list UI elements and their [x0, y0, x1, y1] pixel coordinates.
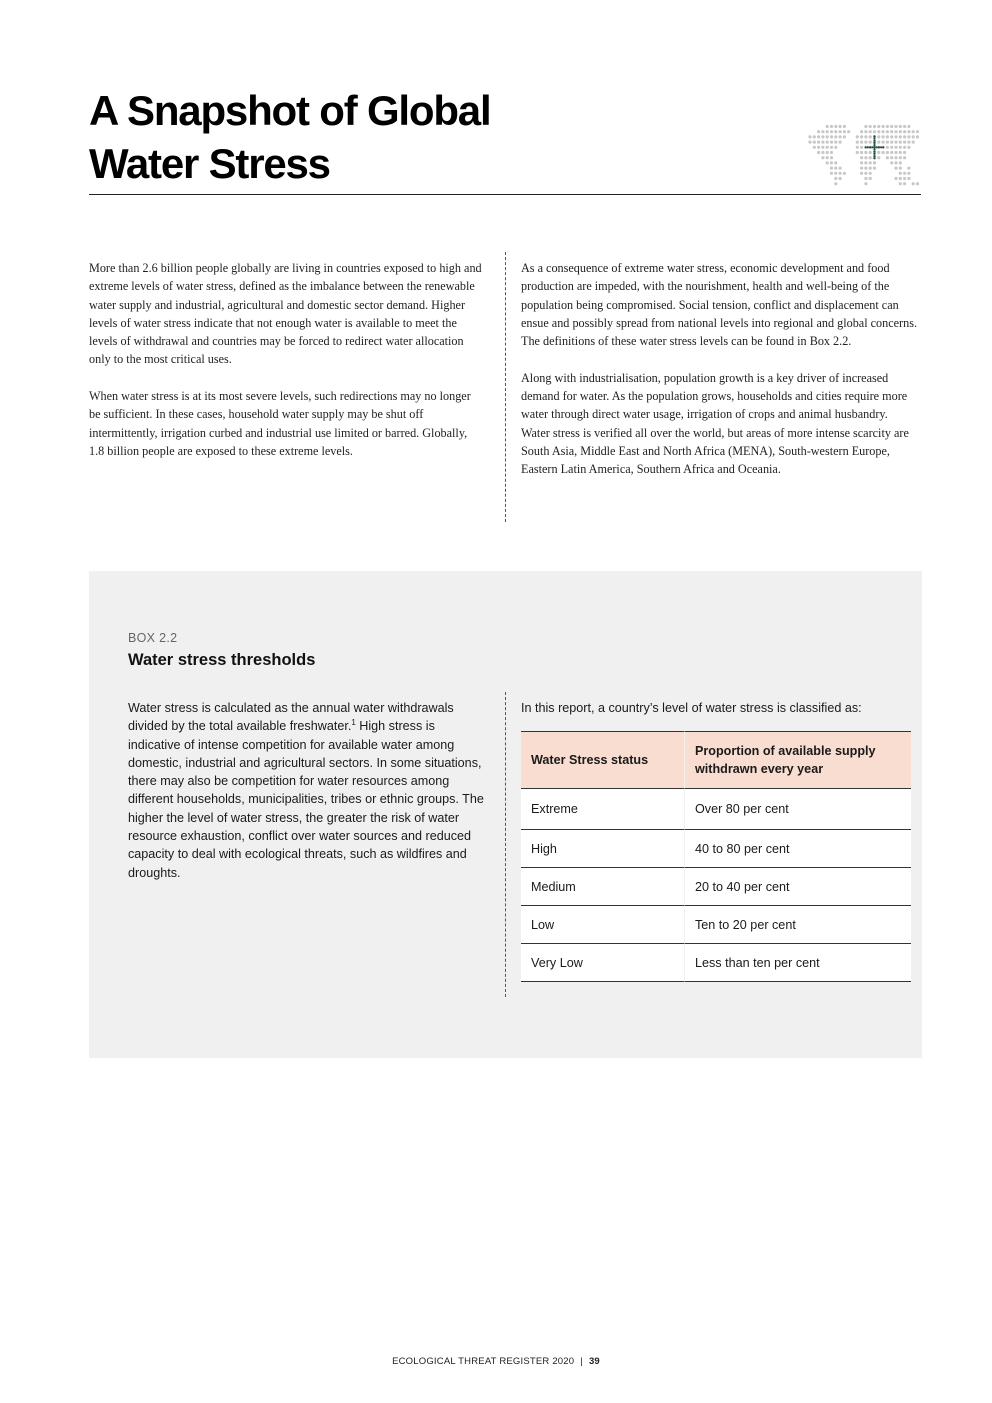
status-cell: High [521, 830, 685, 868]
intro-column-left [89, 259, 485, 479]
map-dot [817, 146, 820, 149]
map-marker-dot [873, 140, 875, 142]
map-dot [877, 135, 880, 138]
map-marker-dot [873, 146, 875, 148]
map-dot [869, 177, 872, 180]
map-dot [899, 182, 902, 185]
map-dot [907, 135, 910, 138]
map-dot [813, 141, 816, 144]
map-dot [864, 151, 867, 154]
map-dot [907, 141, 910, 144]
map-dot [839, 172, 842, 175]
page-title-line-1: A Snapshot of Global [89, 87, 491, 134]
footer-label: ECOLOGICAL THREAT REGISTER 2020 [392, 1356, 575, 1367]
map-dot [899, 125, 902, 128]
map-dot [899, 167, 902, 170]
map-dot [869, 141, 872, 144]
map-dot [882, 125, 885, 128]
map-dot [890, 151, 893, 154]
map-dot [817, 151, 820, 154]
map-dot [834, 177, 837, 180]
map-dot [834, 141, 837, 144]
proportion-cell: 40 to 80 per cent [685, 830, 911, 868]
map-dot [830, 125, 833, 128]
box-description [128, 699, 488, 882]
map-dot [834, 130, 837, 133]
map-dot [864, 182, 867, 185]
map-dot [894, 151, 897, 154]
map-dot [869, 172, 872, 175]
map-dot [907, 146, 910, 149]
page-number: 39 [588, 1356, 600, 1367]
map-dot [839, 130, 842, 133]
map-dot [826, 125, 829, 128]
map-marker-dot [873, 151, 875, 153]
map-dot [864, 125, 867, 128]
map-dot [894, 125, 897, 128]
map-dot [912, 182, 915, 185]
map-dot [903, 182, 906, 185]
map-dot [869, 125, 872, 128]
map-dot [899, 161, 902, 164]
map-dot [899, 130, 902, 133]
map-marker-dot [873, 148, 875, 150]
map-dot [873, 125, 876, 128]
map-dot [864, 135, 867, 138]
map-dot [817, 135, 820, 138]
map-dot [894, 161, 897, 164]
map-dot [834, 167, 837, 170]
map-marker-dot [873, 157, 875, 159]
map-dot [903, 135, 906, 138]
box-description-text: Water stress is calculated as the annual water withdrawals divided by the total available freshwater. [128, 701, 454, 734]
map-dot [834, 125, 837, 128]
map-dot [856, 141, 859, 144]
map-dot [912, 130, 915, 133]
map-marker-dot [873, 142, 875, 144]
table-row [521, 868, 911, 906]
map-dot [843, 172, 846, 175]
map-dot [916, 130, 919, 133]
map-dot [890, 146, 893, 149]
map-dot [821, 141, 824, 144]
map-dot [903, 125, 906, 128]
intro-column-right [521, 259, 917, 497]
map-dot [821, 130, 824, 133]
map-dot [821, 156, 824, 159]
map-dot [860, 167, 863, 170]
map-dot [856, 146, 859, 149]
map-dot [882, 141, 885, 144]
map-marker-dot [878, 146, 880, 148]
map-dot [834, 172, 837, 175]
map-dot [894, 156, 897, 159]
map-dot [869, 135, 872, 138]
map-dot [899, 146, 902, 149]
map-dot [834, 135, 837, 138]
map-dot [839, 125, 842, 128]
map-dot [860, 146, 863, 149]
map-dot [873, 161, 876, 164]
map-dot [886, 156, 889, 159]
map-dot [830, 156, 833, 159]
map-dot [877, 141, 880, 144]
box-label: BOX 2.2 [128, 631, 178, 645]
map-marker-dot [865, 146, 867, 148]
map-marker-dot [873, 153, 875, 155]
map-dot [843, 125, 846, 128]
map-dot [882, 151, 885, 154]
map-dot [899, 141, 902, 144]
map-dot [882, 130, 885, 133]
title-underline [89, 194, 921, 195]
map-dot [912, 135, 915, 138]
page-title [89, 84, 729, 190]
map-dot [860, 151, 863, 154]
map-dot [826, 135, 829, 138]
map-marker-dot [873, 137, 875, 139]
intro-paragraph: More than 2.6 billion people globally are living in countries exposed to high and extreme levels of water stress, defined as the imbalance between the renewable water supply and industrial, agricultural and domestic sector demand. Higher levels of water stress indicate that not enough water is available to meet the levels of withdrawal and countries may be forced to redirect water allocation only to the most critical uses. [89, 261, 482, 367]
box-column-divider [505, 692, 506, 997]
map-dot [916, 182, 919, 185]
map-dot [903, 172, 906, 175]
map-dot [894, 167, 897, 170]
map-dot [869, 130, 872, 133]
map-marker-dot [880, 146, 882, 148]
map-dot [907, 130, 910, 133]
map-marker-dot [873, 144, 875, 146]
map-dot [864, 161, 867, 164]
map-dot [826, 151, 829, 154]
proportion-cell: 20 to 40 per cent [685, 868, 911, 906]
status-cell: Extreme [521, 789, 685, 830]
map-dot [826, 141, 829, 144]
map-dot [830, 151, 833, 154]
map-dot [869, 156, 872, 159]
map-dot [890, 125, 893, 128]
status-cell: Very Low [521, 944, 685, 982]
map-dot [843, 135, 846, 138]
map-dot [821, 135, 824, 138]
map-dot [899, 151, 902, 154]
column-header-proportion: Proportion of available supply withdrawn every year [685, 731, 911, 789]
box-description-text: High stress is indicative of intense competition for available water among domestic, industrial and agricultural sectors. In some situations, there may also be competition for water resources among different households, municipalities, tribes or ethnic groups. The higher the level of water stress, the greater the risk of water resource exhaustion, conflict over water sources and reduced capacity to deal with ecological threats, such as wildfires and droughts. [128, 719, 484, 880]
map-dot [894, 177, 897, 180]
table-intro: In this report, a country’s level of water stress is classified as: [521, 701, 862, 715]
map-marker-dot [869, 146, 871, 148]
map-dot [830, 161, 833, 164]
map-dot [903, 130, 906, 133]
proportion-cell: Less than ten per cent [685, 944, 911, 982]
box-title: Water stress thresholds [128, 651, 316, 669]
map-dot [813, 146, 816, 149]
map-dot [821, 151, 824, 154]
proportion-cell: Over 80 per cent [685, 789, 911, 830]
map-dot [864, 167, 867, 170]
map-dot [899, 156, 902, 159]
map-marker-dot [876, 146, 878, 148]
map-dot [899, 177, 902, 180]
map-dot [860, 156, 863, 159]
map-dot [894, 130, 897, 133]
map-dot [899, 172, 902, 175]
map-dot [839, 141, 842, 144]
map-dot [886, 135, 889, 138]
map-dot [808, 141, 811, 144]
map-dot [864, 172, 867, 175]
map-dot [886, 125, 889, 128]
map-dot [890, 156, 893, 159]
table-row [521, 830, 911, 868]
map-dot [847, 130, 850, 133]
map-marker-dot [871, 146, 873, 148]
map-dot [890, 141, 893, 144]
map-dot [903, 177, 906, 180]
map-dot [839, 177, 842, 180]
map-dot [839, 167, 842, 170]
map-dot [886, 151, 889, 154]
page-title-line-2: Water Stress [89, 140, 330, 187]
map-dot [843, 130, 846, 133]
map-dot [864, 130, 867, 133]
map-dot [860, 130, 863, 133]
map-dot [903, 156, 906, 159]
map-dot [808, 135, 811, 138]
water-stress-table [521, 731, 911, 982]
map-dot [834, 161, 837, 164]
map-dot [817, 141, 820, 144]
map-dot [826, 156, 829, 159]
map-dot [830, 130, 833, 133]
map-dot [830, 135, 833, 138]
map-dot [826, 146, 829, 149]
map-dot [907, 172, 910, 175]
map-dot [877, 156, 880, 159]
map-dot [869, 151, 872, 154]
map-dot [907, 177, 910, 180]
map-dot [873, 130, 876, 133]
map-dot [869, 167, 872, 170]
intro-paragraph: As a consequence of extreme water stress, economic development and food production are impeded, with the nourishment, health and well-being of the population being compromised. Social tension, conflict and displacement can ensue and possibly spread from national levels into regional and global concerns. The definitions of these water stress levels can be found in Box 2.2. [521, 261, 917, 349]
map-dot [877, 151, 880, 154]
map-dot [830, 167, 833, 170]
map-dot [912, 141, 915, 144]
map-dot [890, 130, 893, 133]
status-cell: Low [521, 906, 685, 944]
world-map-icon [808, 124, 922, 190]
proportion-cell: Ten to 20 per cent [685, 906, 911, 944]
map-dot [886, 141, 889, 144]
map-dot [813, 135, 816, 138]
map-dot [864, 141, 867, 144]
map-dot [830, 146, 833, 149]
map-dot [894, 141, 897, 144]
map-dot [903, 146, 906, 149]
map-dot [830, 172, 833, 175]
map-dot [864, 177, 867, 180]
map-dot [903, 141, 906, 144]
status-cell: Medium [521, 868, 685, 906]
map-dot [860, 172, 863, 175]
map-dot [817, 130, 820, 133]
map-dot [882, 135, 885, 138]
column-header-status: Water Stress status [521, 731, 685, 789]
map-dot [916, 135, 919, 138]
map-dot [830, 141, 833, 144]
map-dot [826, 130, 829, 133]
map-dot [877, 125, 880, 128]
map-dot [821, 146, 824, 149]
map-marker-dot [873, 155, 875, 157]
map-dot [826, 161, 829, 164]
map-dot [856, 151, 859, 154]
map-dot [834, 146, 837, 149]
map-dot [894, 146, 897, 149]
map-marker-dot [867, 146, 869, 148]
map-dot [907, 167, 910, 170]
map-dot [873, 167, 876, 170]
map-marker-dot [873, 135, 875, 137]
table-row [521, 789, 911, 830]
map-dot [839, 135, 842, 138]
map-dot [894, 135, 897, 138]
map-dot [856, 135, 859, 138]
page-footer [0, 1356, 992, 1367]
column-divider [505, 252, 506, 522]
map-dot [869, 161, 872, 164]
map-dot [890, 161, 893, 164]
intro-paragraph: Along with industrialisation, population growth is a key driver of increased demand for water. As the population grows, households and cities require more water through direct water usage, irrigation of crops and animal husbandry. Water stress is verified all over the world, but areas of more intense scarcity are South Asia, Middle East and North Africa (MENA), South-western Europe, Eastern Latin America, Southern Africa and Oceania. [521, 370, 909, 477]
map-dot [886, 146, 889, 149]
map-dot [903, 151, 906, 154]
footer-separator: | [580, 1356, 583, 1367]
map-marker-dot [882, 146, 884, 148]
map-dot [860, 141, 863, 144]
map-dot [877, 130, 880, 133]
map-dot [886, 130, 889, 133]
map-dot [860, 135, 863, 138]
footnote-marker: 1 [351, 718, 356, 728]
intro-paragraph: When water stress is at its most severe levels, such redirections may no longer be sufficient. In these cases, household water supply may be shut off intermittently, irrigation curbed and industrial use limited or barred. Globally, 1.8 billion people are exposed to these extreme levels. [89, 389, 471, 458]
table-header-row [521, 731, 911, 789]
map-dot [864, 156, 867, 159]
map-dot [860, 161, 863, 164]
table-row [521, 906, 911, 944]
map-dot [834, 182, 837, 185]
map-dot [890, 135, 893, 138]
table-row [521, 944, 911, 982]
map-dot [899, 135, 902, 138]
map-dot [907, 125, 910, 128]
